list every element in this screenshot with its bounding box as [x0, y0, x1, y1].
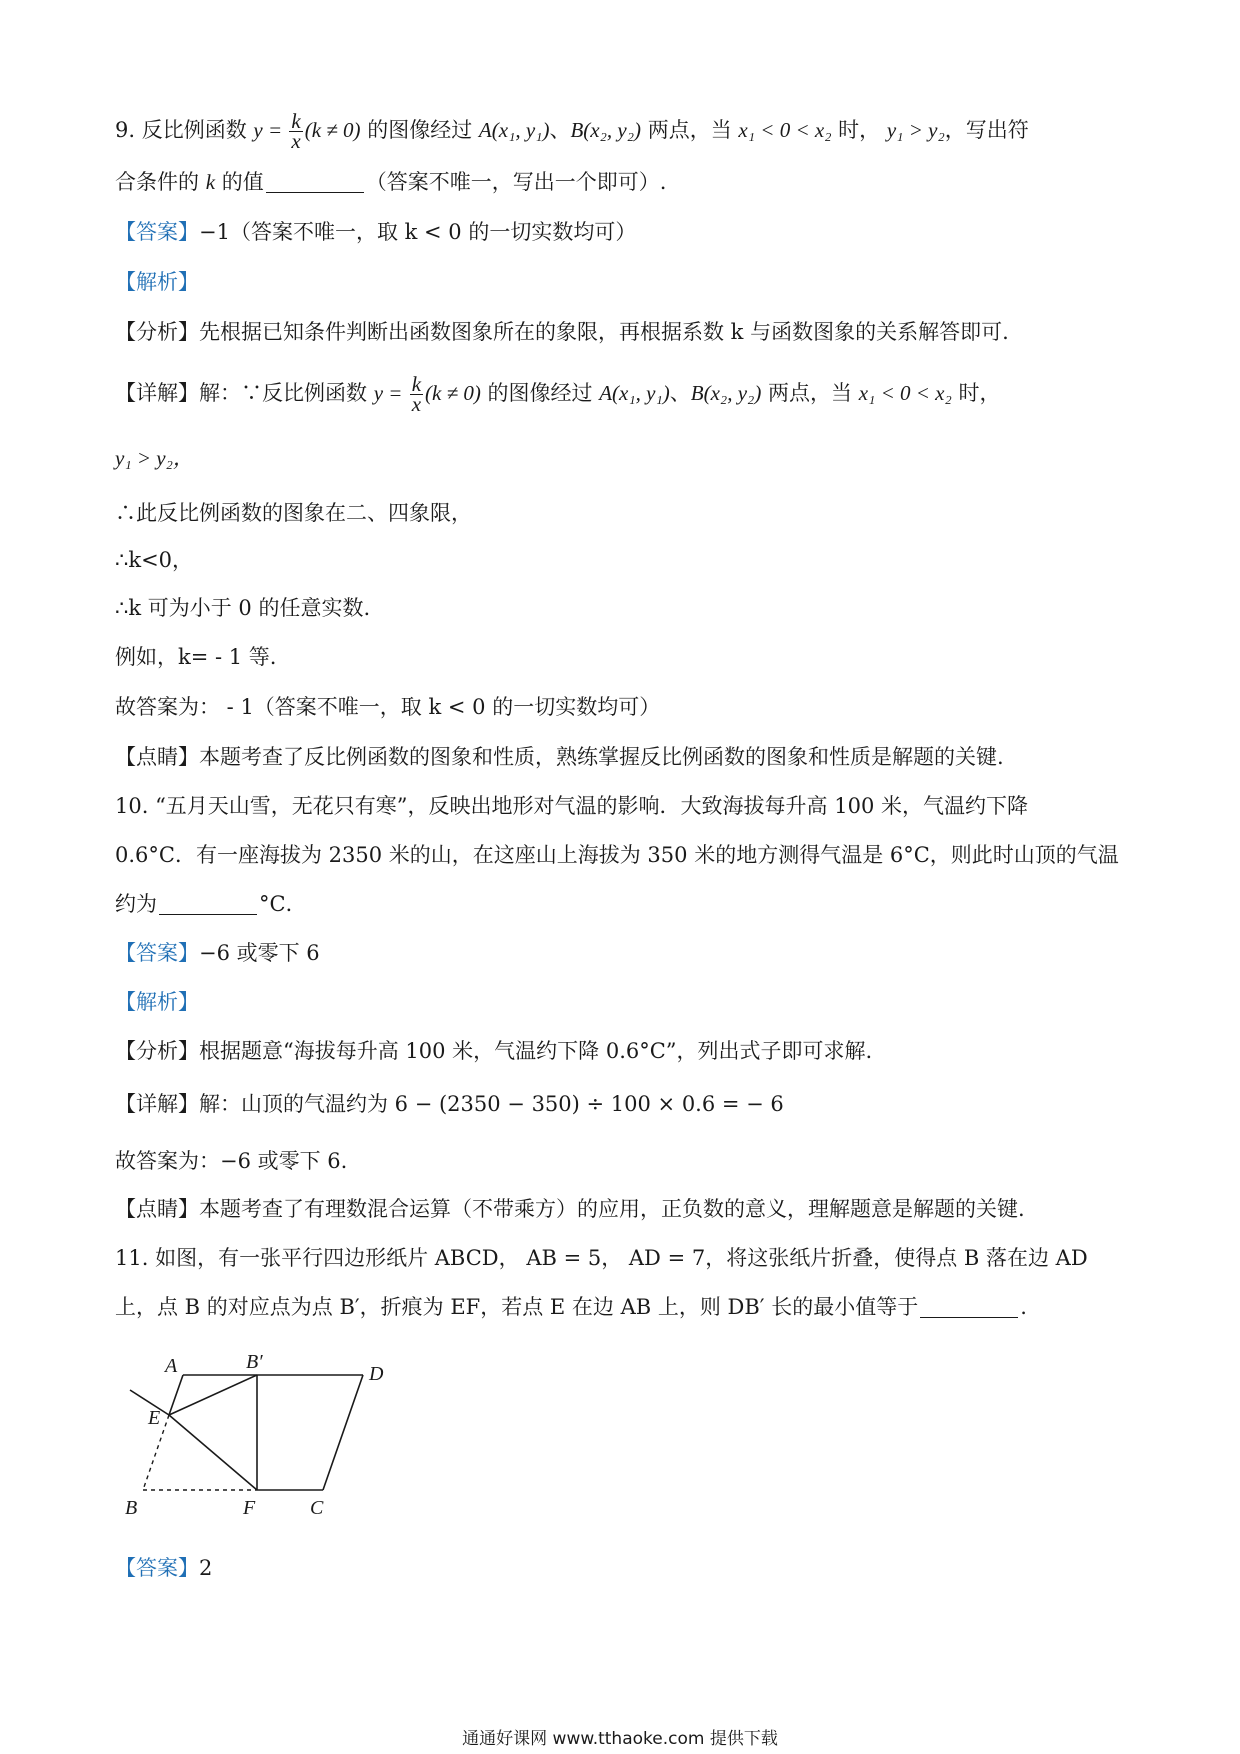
q9-pointB: B(x₂, y₂) — [690, 381, 762, 405]
q9-answer — [115, 217, 636, 247]
q9-ineq1: x₁ < 0 < x₂ — [738, 118, 832, 142]
q9-text: 两点，当 — [761, 381, 859, 405]
q9-fenxi — [115, 317, 1009, 347]
step-text: ∴k<0， — [115, 548, 194, 572]
q9-text: 合条件的 — [115, 170, 206, 194]
xiangjie-tag: 【详解】 — [115, 381, 199, 405]
q9-ineq1: x₁ < 0 < x₂ — [858, 381, 952, 405]
answer-blank — [159, 892, 257, 915]
answer-text: 2 — [199, 1556, 213, 1580]
q10-dianjing — [115, 1194, 1025, 1224]
q9-sep: 、 — [549, 118, 571, 142]
q9-dianjing — [115, 742, 1004, 772]
q10-text: °C． — [259, 892, 307, 916]
final-text: 故答案为：−6 或零下 6. — [115, 1149, 348, 1173]
q9-frac-num: k — [411, 372, 422, 396]
q11-line1 — [115, 1243, 1088, 1273]
q9-fraction — [289, 109, 302, 153]
q11-text: 上，点 B 的对应点为点 B′，折痕为 EF，若点 E 在边 AB 上，则 DB′ 长的最小值等于 — [115, 1295, 919, 1319]
segment-EBp — [169, 1375, 257, 1415]
fenxi-tag: 【分析】 — [115, 1039, 199, 1063]
side-DC — [323, 1375, 363, 1490]
q9-text: ，写出符 — [944, 118, 1029, 142]
q9-step4 — [115, 593, 370, 623]
q10-line2 — [115, 840, 1119, 870]
dianjing-text: 本题考查了反比例函数的图象和性质，熟练掌握反比例函数的图象和性质是解题的关键. — [199, 745, 1004, 769]
q9-text: （答案不唯一，写出一个即可）. — [365, 170, 667, 194]
q9-fraction — [410, 372, 423, 416]
dianjing-text: 本题考查了有理数混合运算（不带乘方）的应用，正负数的意义，理解题意是解题的关键. — [199, 1197, 1025, 1221]
label-D: D — [369, 1363, 384, 1385]
q10-text: 约为 — [115, 892, 157, 916]
fenxi-text: 根据题意“海拔每升高 100 米，气温约下降 0.6°C”，列出式子即可求解. — [199, 1039, 873, 1063]
q9-text: 时， — [831, 118, 887, 142]
q9-frac-den: x — [411, 392, 422, 416]
answer-blank — [920, 1295, 1018, 1318]
answer-text: −1（答案不唯一，取 k < 0 的一切实数均可） — [199, 220, 637, 244]
q9-line1 — [115, 109, 1029, 153]
q10-xiangjie — [115, 1089, 784, 1119]
answer-tag: 【答案】 — [115, 220, 199, 244]
q10-final — [115, 1146, 347, 1176]
q10-line1 — [115, 791, 1028, 821]
q11-text: . — [1020, 1295, 1027, 1319]
crease-EF — [169, 1415, 257, 1490]
q10-text: 0.6°C．有一座海拔为 2350 米的山，在这座山上海拔为 350 米的地方测得气温是 6°C，则此时山顶的气温 — [115, 843, 1119, 867]
q9-text: 解：∵反比例函数 — [199, 381, 374, 405]
label-C: C — [310, 1497, 324, 1519]
q10-line3 — [115, 889, 307, 919]
label-F: F — [243, 1497, 256, 1519]
q9-cond: (k ≠ 0) — [425, 381, 481, 405]
label-A: A — [165, 1355, 178, 1377]
q9-pointB: B(x₂, y₂) — [570, 118, 642, 142]
q11-text: 11. 如图，有一张平行四边形纸片 ABCD， AB = 5， AD = 7，将这张纸片折叠，使得点 B 落在边 AD — [115, 1246, 1088, 1270]
analysis-tag: 【解析】 — [115, 270, 199, 294]
q9-xiangjie — [115, 372, 1001, 416]
q11-answer — [115, 1553, 212, 1583]
q9-step6 — [115, 692, 660, 722]
q10-analysis — [115, 987, 199, 1017]
fenxi-text: 先根据已知条件判断出函数图象所在的象限，再根据系数 k 与函数图象的关系解答即可. — [199, 320, 1009, 344]
fenxi-tag: 【分析】 — [115, 320, 199, 344]
q9-sep: 、 — [669, 381, 691, 405]
q9-text: 的图像经过 — [480, 381, 600, 405]
xiangjie-tag: 【详解】 — [115, 1092, 199, 1116]
dianjing-tag: 【点睛】 — [115, 1197, 199, 1221]
parallelogram-figure — [110, 1340, 410, 1520]
q10-text: 10. “五月天山雪，无花只有寒”，反映出地形对气温的影响．大致海拔每升高 100 米，气温约下降 — [115, 794, 1028, 818]
q9-text: 两点，当 — [641, 118, 739, 142]
step-text: 例如，k= - 1 等. — [115, 645, 277, 669]
q10-answer — [115, 938, 320, 968]
q9-cond: (k ≠ 0) — [304, 118, 361, 142]
q9-text: 9. 反比例函数 — [115, 118, 254, 142]
q9-analysis — [115, 267, 199, 297]
q9-pointA: A(x₁, y₁) — [599, 381, 670, 405]
q9-text: 的值 — [215, 170, 264, 194]
xiangjie-text: 解：山顶的气温约为 6 − (2350 − 350) ÷ 100 × 0.6 = − 6 — [199, 1092, 784, 1116]
label-B: B — [125, 1497, 138, 1519]
q9-step3 — [115, 545, 193, 575]
q9-func: y = — [253, 118, 288, 142]
q11-line2 — [115, 1292, 1027, 1322]
q9-ineq2: y₁ > y₂ — [886, 118, 945, 142]
step-text: ∴k 可为小于 0 的任意实数. — [115, 596, 371, 620]
q9-text: 时， — [951, 381, 1001, 405]
q9-line2 — [115, 167, 666, 197]
answer-tag: 【答案】 — [115, 941, 199, 965]
q9-func: y = — [373, 381, 408, 405]
q9-frac-den: x — [291, 129, 301, 153]
q9-text: 的图像经过 — [360, 118, 479, 142]
analysis-tag: 【解析】 — [115, 990, 199, 1014]
step-text: ∴此反比例函数的图象在二、四象限， — [115, 501, 472, 525]
step-text: y₁ > y₂， — [115, 446, 194, 470]
answer-text: −6 或零下 6 — [199, 941, 320, 965]
q9-pointA: A(x₁, y₁) — [478, 118, 550, 142]
q9-frac-num: k — [291, 109, 301, 133]
q10-fenxi — [115, 1036, 872, 1066]
label-Bp: B′ — [246, 1351, 263, 1373]
dianjing-tag: 【点睛】 — [115, 745, 199, 769]
q9-step1 — [115, 443, 194, 473]
page-footer: 通通好课网 www.tthaoke.com 提供下载 — [462, 1729, 778, 1749]
answer-tag: 【答案】 — [115, 1556, 199, 1580]
label-E: E — [148, 1407, 161, 1429]
answer-blank — [266, 170, 364, 193]
q9-step2 — [115, 498, 472, 528]
q9-step5 — [115, 642, 276, 672]
step-text: 故答案为： - 1（答案不唯一，取 k < 0 的一切实数均可） — [115, 695, 661, 719]
q9-k: k — [205, 170, 216, 194]
